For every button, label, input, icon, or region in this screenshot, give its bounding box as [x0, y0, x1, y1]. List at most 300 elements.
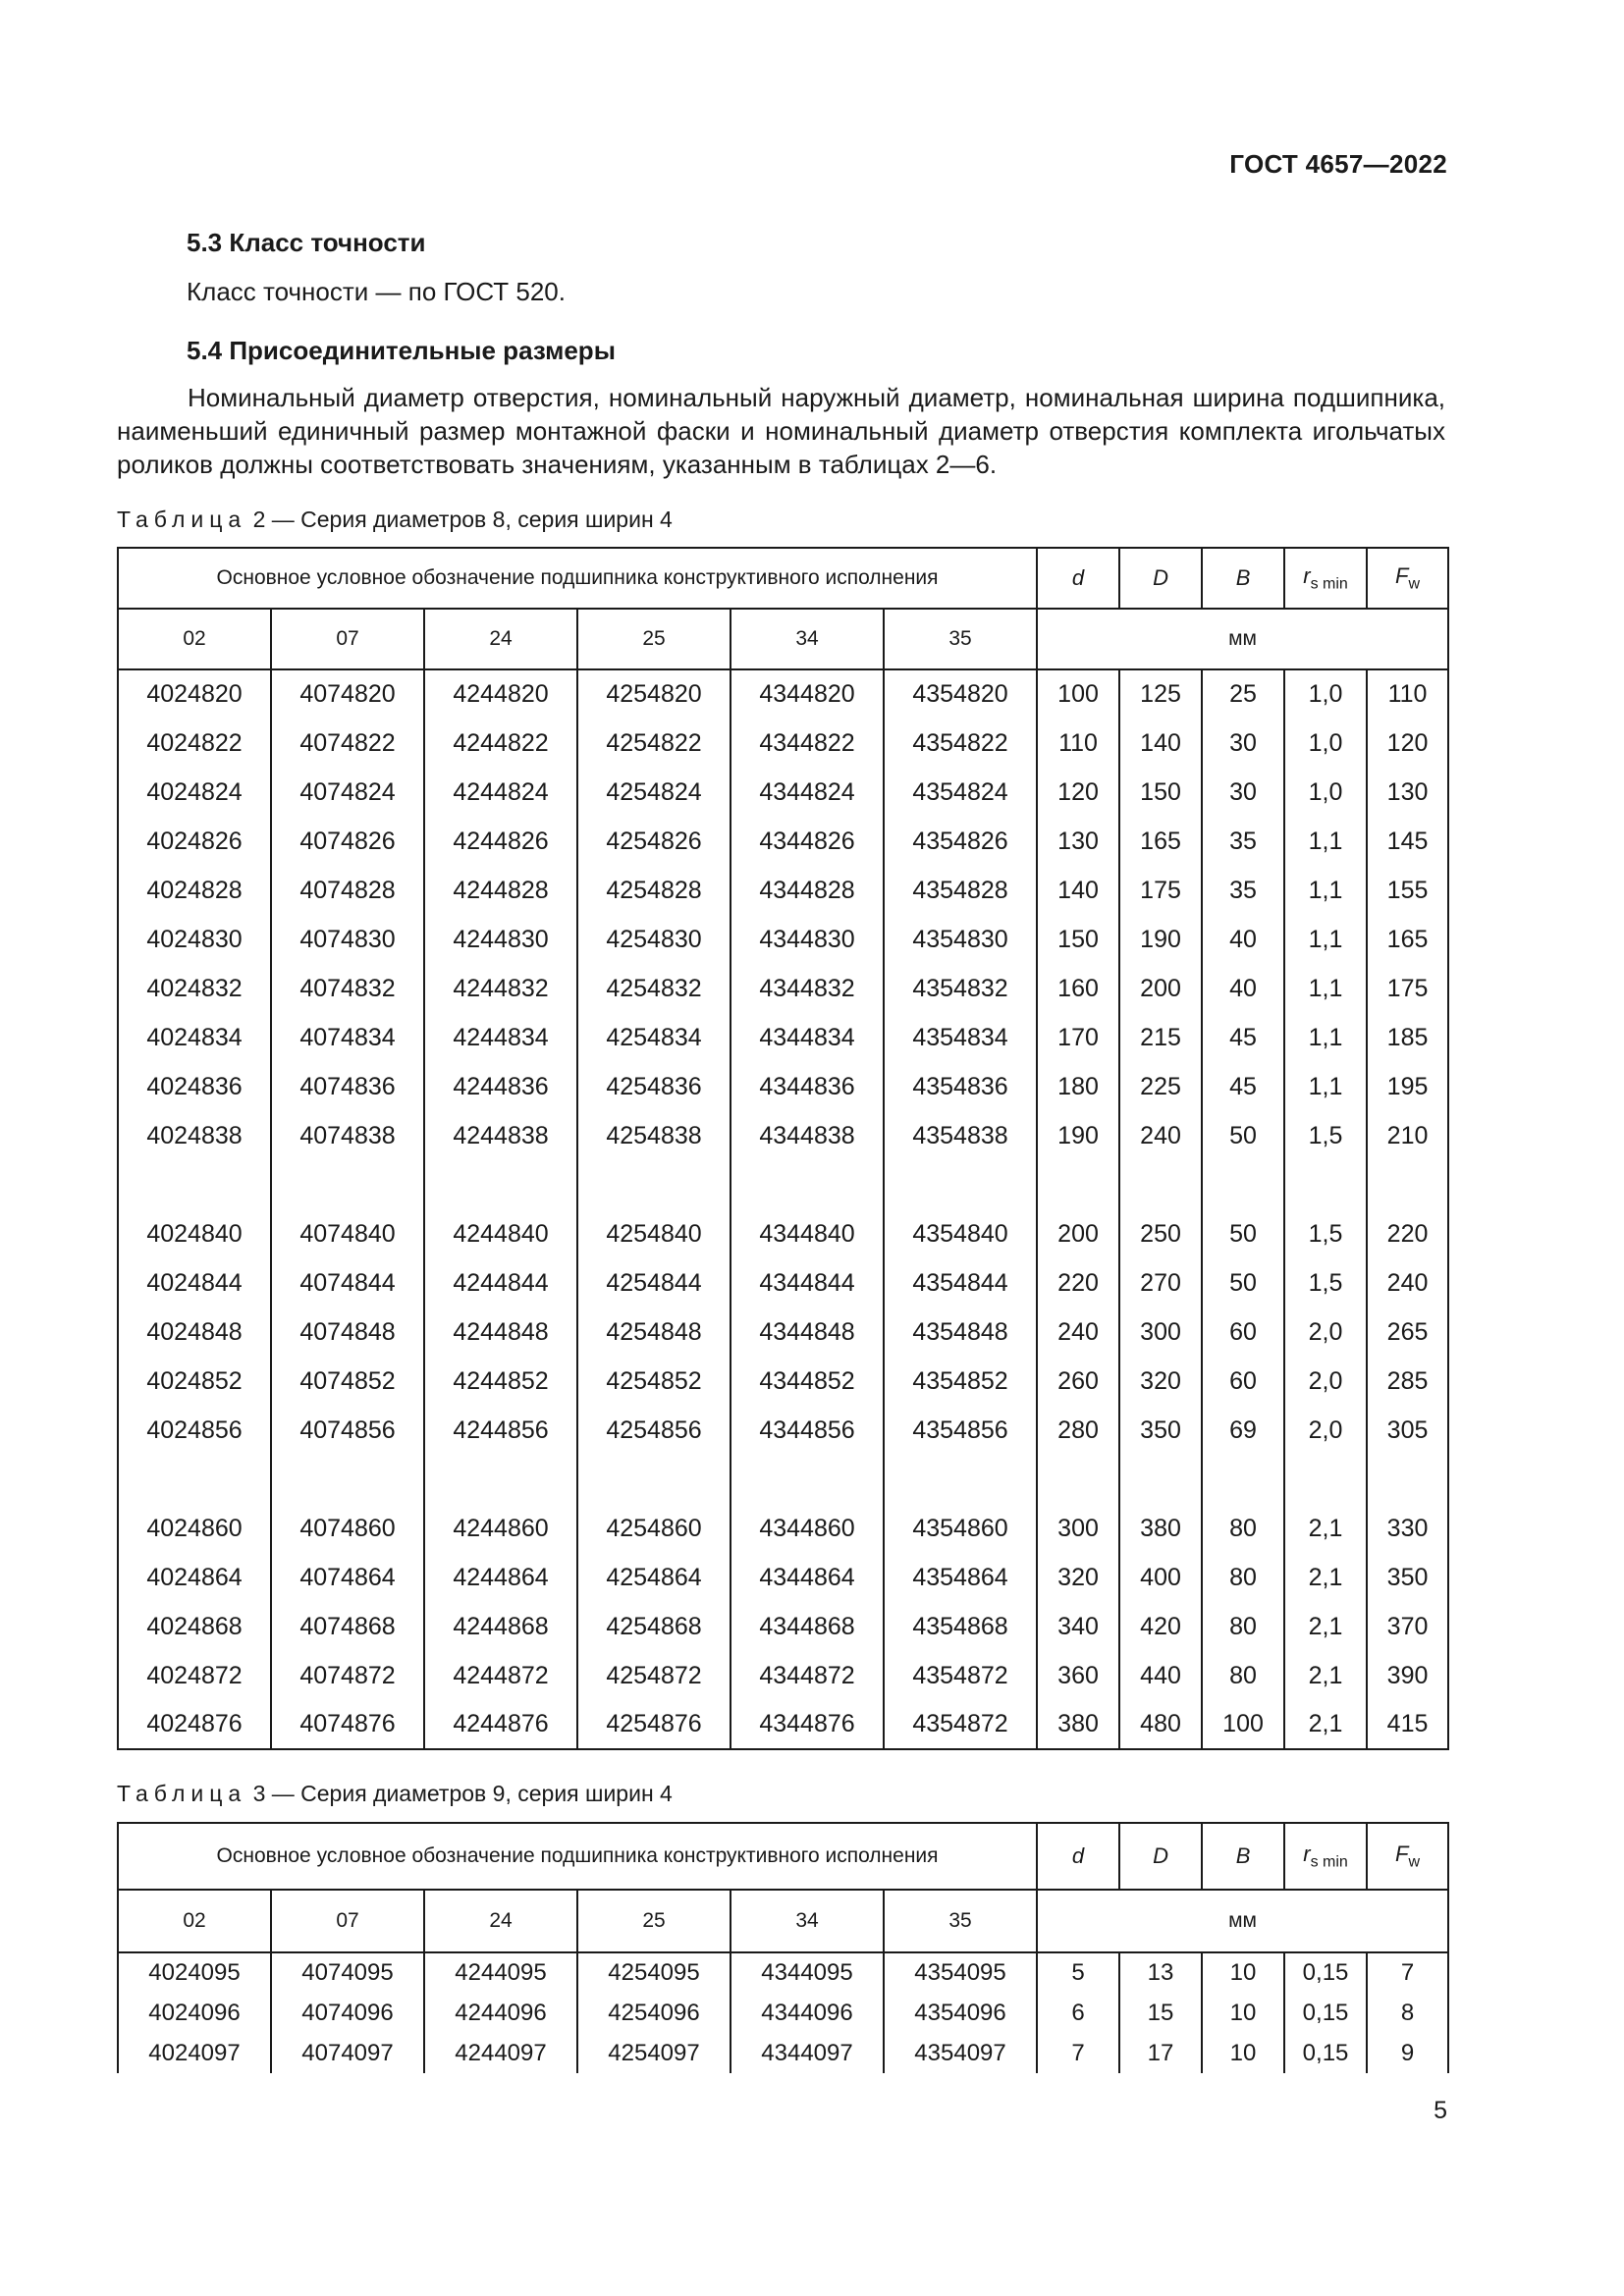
table-cell: 4354864 [884, 1553, 1037, 1602]
table-cell: 250 [1119, 1209, 1202, 1258]
table-cell: 4344876 [731, 1700, 884, 1749]
table-cell: 35 [1202, 866, 1284, 915]
table-cell: 4244844 [424, 1258, 577, 1308]
table2-caption-text: 2 — Серия диаметров 8, серия ширин 4 [252, 507, 673, 532]
table-cell: 4074097 [271, 2033, 424, 2073]
table-cell: 4354868 [884, 1602, 1037, 1651]
table-row [118, 817, 1448, 866]
table-cell: 4244820 [424, 669, 577, 719]
table3-header [118, 1823, 1448, 1952]
table-cell: 4074826 [271, 817, 424, 866]
table-row [118, 2033, 1448, 2073]
table-cell: 4354826 [884, 817, 1037, 866]
table-cell: 270 [1119, 1258, 1202, 1308]
table-cell: 4024822 [118, 719, 271, 768]
table-cell: 4254095 [577, 1952, 731, 1993]
table-cell: 4344838 [731, 1111, 884, 1160]
table3-caption-text: 3 — Серия диаметров 9, серия ширин 4 [252, 1781, 673, 1806]
table-cell: 2,0 [1284, 1406, 1367, 1455]
table-cell: 4354848 [884, 1308, 1037, 1357]
table-cell: 13 [1119, 1952, 1202, 1993]
page-number: 5 [1434, 2097, 1447, 2124]
table-cell: 4254096 [577, 1993, 731, 2033]
table-cell: 4074840 [271, 1209, 424, 1258]
table3-caption [117, 1781, 673, 1807]
table-cell: 280 [1037, 1406, 1119, 1455]
table-cell: 170 [1037, 1013, 1119, 1062]
Fw-header [1367, 548, 1448, 609]
table-cell: 180 [1037, 1062, 1119, 1111]
table-cell: 4344872 [731, 1651, 884, 1700]
table-cell: 4244864 [424, 1553, 577, 1602]
table-cell: 4344856 [731, 1406, 884, 1455]
table-cell: 4024844 [118, 1258, 271, 1308]
table-cell: 305 [1367, 1406, 1448, 1455]
table-cell: 1,0 [1284, 768, 1367, 817]
table-cell: 415 [1367, 1700, 1448, 1749]
table-cell: 4354832 [884, 964, 1037, 1013]
table-cell: 4344097 [731, 2033, 884, 2073]
table3-body [118, 1952, 1448, 2073]
empty-cell [577, 1160, 731, 1209]
table-cell: 40 [1202, 915, 1284, 964]
table-cell: 4254876 [577, 1700, 731, 1749]
table-cell: 210 [1367, 1111, 1448, 1160]
table-cell: 4344852 [731, 1357, 884, 1406]
table-cell: 165 [1367, 915, 1448, 964]
table-cell: 4244834 [424, 1013, 577, 1062]
variant-07-header: 07 [271, 1890, 424, 1952]
table-cell: 4074836 [271, 1062, 424, 1111]
table-cell: 4344836 [731, 1062, 884, 1111]
document-code: ГОСТ 4657—2022 [1229, 149, 1447, 179]
empty-cell [731, 1160, 884, 1209]
table-cell: 4354872 [884, 1700, 1037, 1749]
table-cell: 4254822 [577, 719, 731, 768]
table-cell: 0,15 [1284, 2033, 1367, 2073]
table-cell: 130 [1367, 768, 1448, 817]
table-row [118, 1406, 1448, 1455]
table-cell: 50 [1202, 1209, 1284, 1258]
variant-24-header: 24 [424, 1890, 577, 1952]
table-cell: 4074828 [271, 866, 424, 915]
table-cell: 200 [1037, 1209, 1119, 1258]
table-cell: 4244097 [424, 2033, 577, 2073]
table-cell: 1,1 [1284, 1013, 1367, 1062]
table-cell: 145 [1367, 817, 1448, 866]
table-cell: 80 [1202, 1651, 1284, 1700]
table-row [118, 1602, 1448, 1651]
table2-body [118, 669, 1448, 1749]
table-cell: 240 [1037, 1308, 1119, 1357]
table-cell: 4254834 [577, 1013, 731, 1062]
table-cell: 1,5 [1284, 1209, 1367, 1258]
table-row [118, 1700, 1448, 1749]
variant-25-header: 25 [577, 609, 731, 669]
table-cell: 225 [1119, 1062, 1202, 1111]
table-cell: 350 [1367, 1553, 1448, 1602]
table-cell: 4244832 [424, 964, 577, 1013]
section-5-4-text: Номинальный диаметр отверстия, номинальный наружный диаметр, номинальная ширина подшипника, наименьший единичный размер монтажной фаски и номинальный диаметр отверстия комплекта игольчатых роликов должны соответствовать значениям, указанным в таблицах 2—6. [117, 383, 1445, 479]
table-cell: 185 [1367, 1013, 1448, 1062]
table2-caption-label: Таблица [117, 507, 247, 532]
table-cell: 4254872 [577, 1651, 731, 1700]
table-row [118, 669, 1448, 719]
table-cell: 2,1 [1284, 1700, 1367, 1749]
table-cell: 260 [1037, 1357, 1119, 1406]
table-cell: 4254856 [577, 1406, 731, 1455]
table-cell: 4244868 [424, 1602, 577, 1651]
table2-caption [117, 507, 673, 533]
table-cell: 4074820 [271, 669, 424, 719]
table-cell: 120 [1037, 768, 1119, 817]
table-cell: 4344860 [731, 1504, 884, 1553]
F-symbol: F [1395, 1841, 1409, 1866]
table-cell: 4024834 [118, 1013, 271, 1062]
table-spacer-row [118, 1160, 1448, 1209]
table-cell: 35 [1202, 817, 1284, 866]
table-row [118, 768, 1448, 817]
table-cell: 240 [1367, 1258, 1448, 1308]
B-header: B [1202, 1823, 1284, 1890]
table-cell: 4074095 [271, 1952, 424, 1993]
table-cell: 4074876 [271, 1700, 424, 1749]
d-header: d [1037, 1823, 1119, 1890]
table-row [118, 1111, 1448, 1160]
table-cell: 130 [1037, 817, 1119, 866]
empty-cell [1037, 1160, 1119, 1209]
table-cell: 150 [1037, 915, 1119, 964]
table-row [118, 719, 1448, 768]
table-cell: 4024828 [118, 866, 271, 915]
variant-24-header: 24 [424, 609, 577, 669]
table-cell: 4024852 [118, 1357, 271, 1406]
table-cell: 4074844 [271, 1258, 424, 1308]
table-cell: 4244096 [424, 1993, 577, 2033]
table-cell: 360 [1037, 1651, 1119, 1700]
empty-cell [1119, 1455, 1202, 1504]
unit-header: мм [1037, 609, 1448, 669]
table-row [118, 1308, 1448, 1357]
table-cell: 7 [1037, 2033, 1119, 2073]
table-cell: 4024856 [118, 1406, 271, 1455]
table-cell: 4074838 [271, 1111, 424, 1160]
variant-02-header: 02 [118, 609, 271, 669]
table-cell: 4254828 [577, 866, 731, 915]
table-cell: 1,0 [1284, 719, 1367, 768]
empty-cell [1202, 1160, 1284, 1209]
empty-cell [424, 1160, 577, 1209]
r-smin-header [1284, 548, 1367, 609]
table-cell: 300 [1037, 1504, 1119, 1553]
table-cell: 5 [1037, 1952, 1119, 1993]
table-cell: 4244828 [424, 866, 577, 915]
table-cell: 4244840 [424, 1209, 577, 1258]
table-cell: 155 [1367, 866, 1448, 915]
table-cell: 80 [1202, 1602, 1284, 1651]
table-cell: 2,1 [1284, 1504, 1367, 1553]
r-symbol: r [1303, 562, 1311, 588]
table-cell: 4344095 [731, 1952, 884, 1993]
table-cell: 1,5 [1284, 1111, 1367, 1160]
table3 [117, 1822, 1449, 2073]
empty-cell [118, 1455, 271, 1504]
table-cell: 4354834 [884, 1013, 1037, 1062]
table-cell: 4244848 [424, 1308, 577, 1357]
table-cell: 350 [1119, 1406, 1202, 1455]
table-cell: 2,0 [1284, 1357, 1367, 1406]
table-cell: 4244856 [424, 1406, 577, 1455]
table-cell: 4074868 [271, 1602, 424, 1651]
table3-caption-label: Таблица [117, 1781, 247, 1806]
table-cell: 4354097 [884, 2033, 1037, 2073]
empty-cell [271, 1455, 424, 1504]
table-cell: 175 [1367, 964, 1448, 1013]
table-cell: 4244872 [424, 1651, 577, 1700]
Fw-header [1367, 1823, 1448, 1890]
table-cell: 110 [1367, 669, 1448, 719]
empty-cell [424, 1455, 577, 1504]
table-cell: 380 [1037, 1700, 1119, 1749]
table-cell: 1,5 [1284, 1258, 1367, 1308]
empty-cell [731, 1455, 884, 1504]
table-cell: 4354830 [884, 915, 1037, 964]
section-5-3-text: Класс точности — по ГОСТ 520. [187, 277, 566, 306]
table-cell: 1,1 [1284, 1062, 1367, 1111]
table-cell: 9 [1367, 2033, 1448, 2073]
table-cell: 4254864 [577, 1553, 731, 1602]
table2-header [118, 548, 1448, 669]
table-cell: 4024830 [118, 915, 271, 964]
table-cell: 80 [1202, 1504, 1284, 1553]
empty-cell [1367, 1160, 1448, 1209]
table-cell: 4254824 [577, 768, 731, 817]
table-cell: 10 [1202, 1993, 1284, 2033]
table-cell: 4244095 [424, 1952, 577, 1993]
table-cell: 4354822 [884, 719, 1037, 768]
table-row [118, 1357, 1448, 1406]
table-cell: 4074832 [271, 964, 424, 1013]
table-row [118, 1952, 1448, 1993]
D-header: D [1119, 548, 1202, 609]
table-cell: 8 [1367, 1993, 1448, 2033]
variant-34-header: 34 [731, 1890, 884, 1952]
section-5-4-heading: 5.4 Присоединительные размеры [187, 336, 616, 365]
variant-34-header: 34 [731, 609, 884, 669]
table-cell: 4244852 [424, 1357, 577, 1406]
table-cell: 4354836 [884, 1062, 1037, 1111]
variant-02-header: 02 [118, 1890, 271, 1952]
table-cell: 220 [1037, 1258, 1119, 1308]
designation-header: Основное условное обозначение подшипника конструктивного исполнения [118, 1823, 1037, 1890]
table-cell: 4254836 [577, 1062, 731, 1111]
table-cell: 4354824 [884, 768, 1037, 817]
table-cell: 390 [1367, 1651, 1448, 1700]
table-cell: 4354820 [884, 669, 1037, 719]
r-subscript: s min [1310, 575, 1348, 593]
table-cell: 4254832 [577, 964, 731, 1013]
table-cell: 4244876 [424, 1700, 577, 1749]
table-cell: 25 [1202, 669, 1284, 719]
table-cell: 45 [1202, 1062, 1284, 1111]
table-row [118, 1062, 1448, 1111]
table-cell: 380 [1119, 1504, 1202, 1553]
table-cell: 4074830 [271, 915, 424, 964]
table-row [118, 1504, 1448, 1553]
table-cell: 10 [1202, 1952, 1284, 1993]
table-cell: 330 [1367, 1504, 1448, 1553]
r-subscript: s min [1310, 1853, 1348, 1871]
table-cell: 4024097 [118, 2033, 271, 2073]
table-cell: 4254860 [577, 1504, 731, 1553]
table-cell: 4244860 [424, 1504, 577, 1553]
table-cell: 110 [1037, 719, 1119, 768]
table-cell: 4254830 [577, 915, 731, 964]
empty-cell [577, 1455, 731, 1504]
table-cell: 50 [1202, 1111, 1284, 1160]
table-cell: 4024824 [118, 768, 271, 817]
empty-cell [1202, 1455, 1284, 1504]
table-cell: 480 [1119, 1700, 1202, 1749]
F-subscript: w [1408, 575, 1421, 593]
table-cell: 285 [1367, 1357, 1448, 1406]
empty-cell [118, 1160, 271, 1209]
table-cell: 190 [1119, 915, 1202, 964]
table-cell: 4024096 [118, 1993, 271, 2033]
empty-cell [1037, 1455, 1119, 1504]
table-cell: 4024868 [118, 1602, 271, 1651]
r-symbol: r [1303, 1841, 1311, 1866]
table-cell: 4344834 [731, 1013, 884, 1062]
table-cell: 0,15 [1284, 1952, 1367, 1993]
table-cell: 4074856 [271, 1406, 424, 1455]
table-cell: 4244822 [424, 719, 577, 768]
empty-cell [1119, 1160, 1202, 1209]
variant-07-header: 07 [271, 609, 424, 669]
table-cell: 50 [1202, 1258, 1284, 1308]
table-cell: 4354860 [884, 1504, 1037, 1553]
table-cell: 4354838 [884, 1111, 1037, 1160]
table-cell: 140 [1119, 719, 1202, 768]
table-cell: 4354840 [884, 1209, 1037, 1258]
table-cell: 4024864 [118, 1553, 271, 1602]
table-cell: 100 [1202, 1700, 1284, 1749]
table-cell: 4024832 [118, 964, 271, 1013]
empty-cell [1284, 1455, 1367, 1504]
table-cell: 4254848 [577, 1308, 731, 1357]
table-row [118, 1258, 1448, 1308]
table-cell: 30 [1202, 768, 1284, 817]
table-cell: 4344844 [731, 1258, 884, 1308]
table-cell: 4354096 [884, 1993, 1037, 2033]
table-cell: 0,15 [1284, 1993, 1367, 2033]
table-spacer-row [118, 1455, 1448, 1504]
variant-35-header: 35 [884, 1890, 1037, 1952]
table-cell: 17 [1119, 2033, 1202, 2073]
F-subscript: w [1408, 1853, 1421, 1871]
table-cell: 4254820 [577, 669, 731, 719]
table-cell: 1,1 [1284, 964, 1367, 1013]
table-cell: 4254826 [577, 817, 731, 866]
table-cell: 190 [1037, 1111, 1119, 1160]
table-cell: 30 [1202, 719, 1284, 768]
table-cell: 4344864 [731, 1553, 884, 1602]
empty-cell [1284, 1160, 1367, 1209]
table-cell: 4024826 [118, 817, 271, 866]
section-5-3-heading: 5.3 Класс точности [187, 228, 426, 257]
table-cell: 2,1 [1284, 1553, 1367, 1602]
table-cell: 4244824 [424, 768, 577, 817]
table-cell: 4024872 [118, 1651, 271, 1700]
table-cell: 4344830 [731, 915, 884, 964]
empty-cell [271, 1160, 424, 1209]
table-cell: 4024840 [118, 1209, 271, 1258]
table-cell: 165 [1119, 817, 1202, 866]
table-cell: 4074848 [271, 1308, 424, 1357]
table-cell: 4024836 [118, 1062, 271, 1111]
table-cell: 4344826 [731, 817, 884, 866]
table-cell: 150 [1119, 768, 1202, 817]
F-symbol: F [1395, 562, 1409, 588]
table-cell: 100 [1037, 669, 1119, 719]
table-cell: 4024095 [118, 1952, 271, 1993]
empty-cell [884, 1455, 1037, 1504]
table-row [118, 1209, 1448, 1258]
table-cell: 175 [1119, 866, 1202, 915]
variant-25-header: 25 [577, 1890, 731, 1952]
table-row [118, 964, 1448, 1013]
table-cell: 140 [1037, 866, 1119, 915]
table-cell: 340 [1037, 1602, 1119, 1651]
table-cell: 4344868 [731, 1602, 884, 1651]
table-cell: 6 [1037, 1993, 1119, 2033]
empty-cell [1367, 1455, 1448, 1504]
table-cell: 400 [1119, 1553, 1202, 1602]
table-cell: 80 [1202, 1553, 1284, 1602]
table-cell: 1,0 [1284, 669, 1367, 719]
variant-35-header: 35 [884, 609, 1037, 669]
table-cell: 2,0 [1284, 1308, 1367, 1357]
table-row [118, 1651, 1448, 1700]
table-cell: 370 [1367, 1602, 1448, 1651]
table-cell: 440 [1119, 1651, 1202, 1700]
designation-header: Основное условное обозначение подшипника конструктивного исполнения [118, 548, 1037, 609]
table-cell: 4074096 [271, 1993, 424, 2033]
B-header: B [1202, 548, 1284, 609]
table-cell: 240 [1119, 1111, 1202, 1160]
table-cell: 195 [1367, 1062, 1448, 1111]
table-cell: 4244836 [424, 1062, 577, 1111]
table-cell: 4024848 [118, 1308, 271, 1357]
table-cell: 4254097 [577, 2033, 731, 2073]
table-cell: 4024838 [118, 1111, 271, 1160]
table-cell: 4344096 [731, 1993, 884, 2033]
table-cell: 4344832 [731, 964, 884, 1013]
table-cell: 1,1 [1284, 817, 1367, 866]
table-cell: 4074852 [271, 1357, 424, 1406]
table-cell: 4074834 [271, 1013, 424, 1062]
table-cell: 200 [1119, 964, 1202, 1013]
table-row [118, 866, 1448, 915]
table-cell: 4344824 [731, 768, 884, 817]
table-row [118, 1013, 1448, 1062]
table-cell: 4244830 [424, 915, 577, 964]
table-cell: 4244826 [424, 817, 577, 866]
table-cell: 4254840 [577, 1209, 731, 1258]
table2 [117, 547, 1449, 1750]
table-cell: 45 [1202, 1013, 1284, 1062]
empty-cell [884, 1160, 1037, 1209]
